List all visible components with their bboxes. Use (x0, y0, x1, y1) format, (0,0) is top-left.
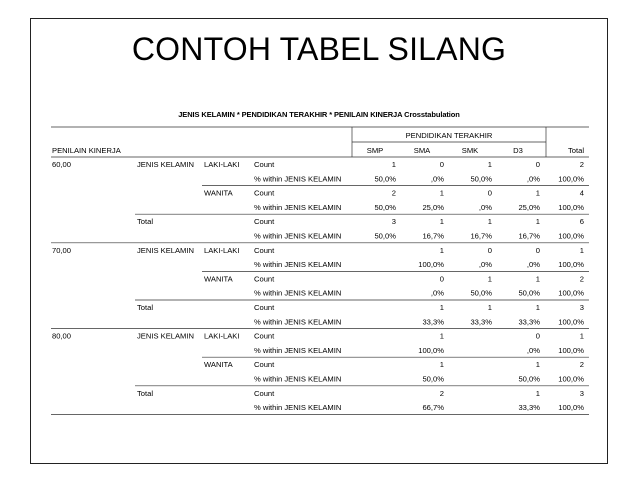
count-cell: 6 (579, 217, 584, 227)
pct-cell: ,0% (478, 202, 492, 212)
pct-cell: 66,7% (422, 403, 444, 413)
pct-cell: 50,0% (374, 174, 396, 184)
count-cell: 1 (439, 245, 444, 255)
stat-label-count: Count (254, 331, 275, 341)
group-label: WANITA (204, 188, 233, 198)
pct-cell: ,0% (430, 288, 444, 298)
pct-cell: 50,0% (374, 231, 396, 241)
kinerja-value: 60,00 (52, 160, 72, 169)
count-cell: 0 (535, 331, 540, 341)
pct-cell: 100,0% (418, 345, 444, 355)
count-cell: 3 (579, 388, 584, 398)
pct-cell: 50,0% (470, 174, 492, 184)
pct-cell: ,0% (478, 260, 492, 270)
count-cell: 2 (391, 188, 396, 198)
total-label: Total (137, 388, 154, 398)
stat-label-pct: % within JENIS KELAMIN (254, 174, 342, 184)
pct-cell: 50,0% (470, 288, 492, 298)
column-header-total: Total (567, 146, 585, 155)
count-cell: 3 (391, 217, 396, 227)
pct-cell: 100,0% (558, 260, 584, 270)
count-cell: 1 (439, 188, 444, 198)
slide-title: CONTOH TABEL SILANG (131, 31, 507, 67)
column-header-smk: SMK (461, 146, 479, 155)
pct-cell: 100,0% (558, 317, 584, 327)
stat-label-count: Count (254, 360, 275, 370)
count-cell: 2 (439, 388, 444, 398)
variable-label: JENIS KELAMIN (137, 331, 194, 341)
count-cell: 0 (439, 274, 444, 284)
pct-cell: 100,0% (558, 345, 584, 355)
table-caption: JENIS KELAMIN * PENDIDIKAN TERAKHIR * PENILAIN KINERJA Crosstabulation (178, 110, 460, 119)
count-cell: 0 (439, 160, 444, 169)
pct-cell: 100,0% (558, 374, 584, 384)
total-label: Total (137, 217, 154, 227)
count-cell: 1 (535, 360, 540, 370)
column-header-smp: SMP (366, 146, 384, 155)
count-cell: 1 (487, 274, 492, 284)
count-cell: 4 (579, 188, 584, 198)
count-cell: 1 (535, 274, 540, 284)
count-cell: 1 (487, 160, 492, 169)
count-cell: 0 (487, 245, 492, 255)
count-cell: 1 (487, 303, 492, 312)
count-cell: 1 (487, 217, 492, 227)
stat-label-count: Count (254, 217, 275, 227)
group-label: WANITA (204, 360, 233, 370)
count-cell: 1 (439, 331, 444, 341)
pct-cell: ,0% (526, 260, 540, 270)
group-label: LAKI-LAKI (204, 160, 240, 169)
count-cell: 1 (579, 245, 584, 255)
stat-label-pct: % within JENIS KELAMIN (254, 403, 342, 413)
stat-label-pct: % within JENIS KELAMIN (254, 231, 342, 241)
pct-cell: 33,3% (518, 403, 540, 413)
pct-cell: 25,0% (422, 202, 444, 212)
count-cell: 0 (487, 188, 492, 198)
pct-cell: 50,0% (374, 202, 396, 212)
stat-label-pct: % within JENIS KELAMIN (254, 260, 342, 270)
stat-label-pct: % within JENIS KELAMIN (254, 317, 342, 327)
count-cell: 1 (439, 217, 444, 227)
pct-cell: 16,7% (470, 231, 492, 241)
stat-label-pct: % within JENIS KELAMIN (254, 374, 342, 384)
stat-label-pct: % within JENIS KELAMIN (254, 202, 342, 212)
variable-label: JENIS KELAMIN (137, 245, 194, 255)
pct-cell: 33,3% (470, 317, 492, 327)
group-label: LAKI-LAKI (204, 331, 240, 341)
group-label: WANITA (204, 274, 233, 284)
pct-cell: ,0% (526, 174, 540, 184)
stat-label-count: Count (254, 388, 275, 398)
count-cell: 2 (579, 360, 584, 370)
pct-cell: 100,0% (558, 288, 584, 298)
stat-label-pct: % within JENIS KELAMIN (254, 288, 342, 298)
count-cell: 1 (439, 303, 444, 312)
pct-cell: ,0% (430, 174, 444, 184)
pct-cell: 100,0% (558, 174, 584, 184)
count-cell: 0 (535, 160, 540, 169)
column-header-sma: SMA (413, 146, 431, 155)
group-label: LAKI-LAKI (204, 245, 240, 255)
pct-cell: 16,7% (422, 231, 444, 241)
stat-label-count: Count (254, 245, 275, 255)
pct-cell: 25,0% (518, 202, 540, 212)
count-cell: 1 (535, 388, 540, 398)
count-cell: 1 (439, 360, 444, 370)
count-cell: 3 (579, 303, 584, 312)
pct-cell: ,0% (526, 345, 540, 355)
pct-cell: 16,7% (518, 231, 540, 241)
kinerja-value: 80,00 (52, 331, 72, 341)
pct-cell: 50,0% (518, 374, 540, 384)
column-header-d3: D3 (513, 146, 523, 155)
stat-label-count: Count (254, 274, 275, 284)
group-header: PENDIDIKAN TERAKHIR (405, 131, 493, 140)
count-cell: 0 (535, 245, 540, 255)
count-cell: 1 (535, 217, 540, 227)
stat-label-count: Count (254, 303, 275, 312)
total-label: Total (137, 303, 154, 312)
stat-label-pct: % within JENIS KELAMIN (254, 345, 342, 355)
variable-label: JENIS KELAMIN (137, 160, 194, 169)
stat-label-count: Count (254, 160, 275, 169)
count-cell: 1 (535, 188, 540, 198)
count-cell: 2 (579, 274, 584, 284)
pct-cell: 33,3% (422, 317, 444, 327)
count-cell: 1 (535, 303, 540, 312)
pct-cell: 33,3% (518, 317, 540, 327)
row-header: PENILAIN KINERJA (52, 146, 121, 155)
pct-cell: 100,0% (558, 403, 584, 413)
count-cell: 1 (579, 331, 584, 341)
pct-cell: 50,0% (422, 374, 444, 384)
pct-cell: 100,0% (418, 260, 444, 270)
stat-label-count: Count (254, 188, 275, 198)
pct-cell: 50,0% (518, 288, 540, 298)
count-cell: 2 (579, 160, 584, 169)
count-cell: 1 (391, 160, 396, 169)
pct-cell: 100,0% (558, 231, 584, 241)
pct-cell: 100,0% (558, 202, 584, 212)
kinerja-value: 70,00 (52, 245, 72, 255)
